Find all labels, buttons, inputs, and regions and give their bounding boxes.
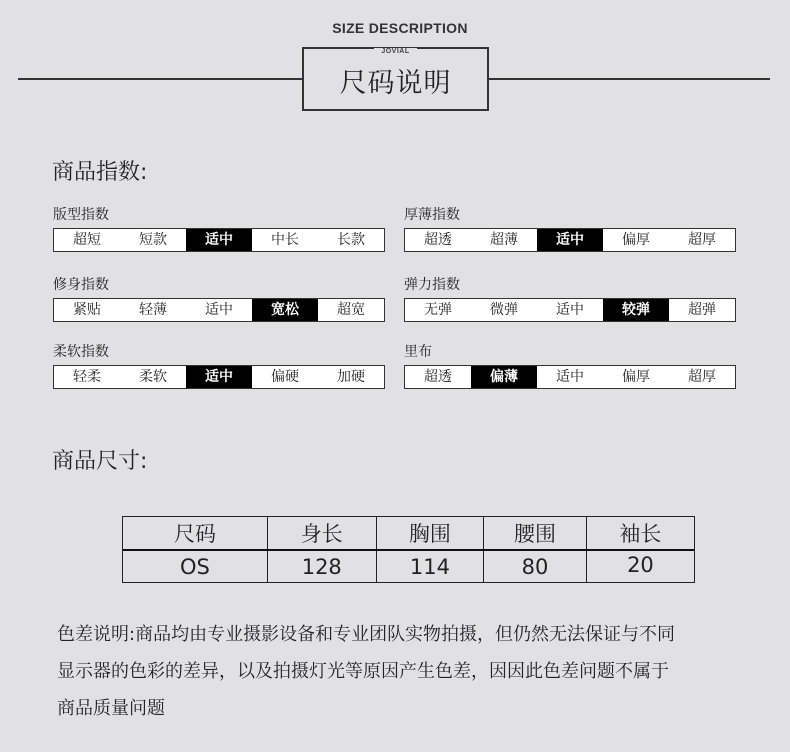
index-option: 加硬: [337, 369, 365, 385]
index-option: 超透: [424, 369, 452, 385]
index-option: 超短: [73, 232, 101, 248]
header-title-box: [302, 47, 489, 111]
size-cell-size: OS: [180, 555, 210, 579]
index-option: 超厚: [688, 369, 716, 385]
index-option: 轻柔: [73, 369, 101, 385]
index-option: 超弹: [688, 302, 716, 318]
index-label: 厚薄指数: [404, 207, 460, 223]
product-size-heading: 商品尺寸:: [52, 449, 148, 474]
note-line: 商品质量问题: [57, 698, 165, 719]
index-option-selected: 宽松: [252, 299, 318, 321]
index-group: [404, 342, 736, 389]
index-option: 偏厚: [622, 369, 650, 385]
product-index-heading: 商品指数:: [52, 160, 148, 185]
size-cell-length: 128: [267, 550, 376, 583]
size-header-size: 尺码: [123, 517, 267, 550]
brand-label: JOVIAL: [374, 48, 416, 55]
index-label: 柔软指数: [53, 344, 109, 360]
index-scale: [404, 365, 736, 389]
index-option: 中长: [271, 232, 299, 248]
index-option: 适中: [205, 302, 233, 318]
index-option: 微弹: [490, 302, 518, 318]
index-option: 偏硬: [271, 369, 299, 385]
index-option-selected: 适中: [186, 366, 252, 388]
size-table: [122, 516, 695, 583]
index-group: [53, 342, 385, 389]
index-scale: [53, 298, 385, 322]
index-option: 超薄: [490, 232, 518, 248]
index-label: 修身指数: [53, 277, 109, 293]
index-option: 柔软: [139, 369, 167, 385]
note-line: 显示器的色彩的差异，以及拍摄灯光等原因产生色差，因因此色差问题不属于: [57, 661, 669, 682]
size-cell-waist: 80: [484, 550, 587, 583]
index-option: 超厚: [688, 232, 716, 248]
size-header-length: 身长: [267, 517, 376, 550]
index-option: 偏厚: [622, 232, 650, 248]
index-option: 无弹: [424, 302, 452, 318]
index-option: 超透: [424, 232, 452, 248]
header-rule-right: [487, 78, 770, 80]
index-option-selected: 偏薄: [471, 366, 537, 388]
index-option: 超宽: [337, 302, 365, 318]
index-option-selected: 适中: [537, 229, 603, 251]
index-option: 紧贴: [73, 302, 101, 318]
index-scale: [404, 228, 736, 252]
table-row: [123, 550, 694, 583]
size-header-sleeve: 袖长: [586, 517, 694, 550]
index-option: 长款: [337, 232, 365, 248]
index-label: 里布: [404, 344, 432, 360]
size-header-waist: 腰围: [484, 517, 587, 550]
index-scale: [404, 298, 736, 322]
index-scale: [53, 365, 385, 389]
index-group: [404, 275, 736, 322]
index-label: 弹力指数: [404, 277, 460, 293]
header-rule-left: [18, 78, 304, 80]
index-scale: [53, 228, 385, 252]
index-group: [404, 205, 736, 252]
index-option: 适中: [556, 369, 584, 385]
index-option: 轻薄: [139, 302, 167, 318]
note-line: 色差说明:商品均由专业摄影设备和专业团队实物拍摄，但仍然无法保证与不同: [57, 624, 676, 645]
size-cell-bust: 114: [376, 550, 484, 583]
size-description-title: SIZE DESCRIPTION: [332, 20, 468, 36]
size-cell-sleeve: 20: [586, 550, 694, 583]
size-header-bust: 胸围: [376, 517, 484, 550]
color-difference-note: [57, 616, 757, 727]
size-table-header-row: [123, 517, 694, 550]
index-group: [53, 205, 385, 252]
index-label: 版型指数: [53, 207, 109, 223]
index-group: [53, 275, 385, 322]
index-option-selected: 较弹: [603, 299, 669, 321]
index-option: 短款: [139, 232, 167, 248]
index-option: 适中: [556, 302, 584, 318]
page-title: 尺码说明: [339, 68, 452, 99]
index-option-selected: 适中: [186, 229, 252, 251]
